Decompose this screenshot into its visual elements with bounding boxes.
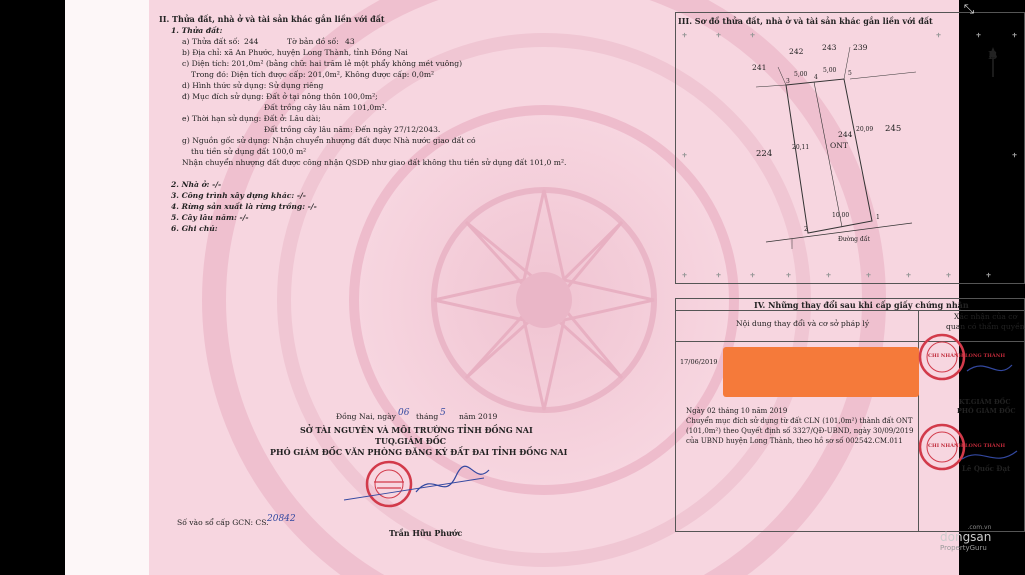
section-2-title: II. Thửa đất, nhà ở và tài sản khác gắn liền với đất [159, 14, 385, 24]
parcel-number: 244 [244, 37, 259, 46]
dim-side-1: 20,11 [792, 144, 810, 151]
parcel-heading: 1. Thửa đất: [171, 26, 223, 35]
svg-text:+: + [750, 272, 756, 279]
sign-day: 06 [398, 408, 410, 418]
svg-text:+: + [986, 272, 992, 279]
forest-item: 4. Rừng sản xuất là rừng trồng: -/- [171, 202, 317, 211]
tuq-director: TUQ.GIÁM ĐỐC [375, 436, 447, 446]
site-watermark [940, 524, 991, 552]
trees-item: 5. Cây lâu năm: -/- [171, 213, 249, 222]
sign-year: năm 2019 [459, 412, 498, 421]
svg-text:+: + [682, 272, 688, 279]
use-term-1: e) Thời hạn sử dụng: Đất ở: Lâu dài; [182, 114, 321, 123]
svg-text:+: + [682, 152, 688, 159]
svg-text:+: + [750, 32, 756, 39]
section-3-plot-diagram [675, 12, 1025, 284]
svg-text:+: + [826, 272, 832, 279]
section-2-parcel-info [149, 0, 589, 575]
dim-top-1: 5,00 [794, 71, 808, 78]
sign-month-label: tháng [416, 412, 439, 421]
point-5: 5 [848, 70, 852, 77]
column-content-header: Nội dung thay đổi và cơ sở pháp lý [736, 319, 870, 328]
sign-date-prefix: Đồng Nai, ngày [336, 412, 396, 421]
origin-3: Nhận chuyển nhượng đất được công nhận QSDĐ như giao đất không thu tiền sử dụng đất 101,0 m². [182, 158, 567, 167]
north-mark: B [988, 49, 998, 62]
parcel-224: 224 [756, 149, 773, 159]
svg-text:+: + [866, 272, 872, 279]
parcel-244: 244 [838, 130, 853, 139]
svg-text:+: + [716, 272, 722, 279]
notes-item: 6. Ghi chú: [171, 224, 218, 233]
point-4: 4 [814, 74, 818, 81]
watermark-name: dongsan [940, 530, 992, 544]
svg-text:+: + [1012, 32, 1018, 39]
deputy-director-title: PHÓ GIÁM ĐỐC VĂN PHÒNG ĐĂNG KÝ ĐẤT ĐAI TỈNH ĐỒNG NAI [270, 447, 568, 457]
construction-item: 3. Công trình xây dựng khác: -/- [171, 191, 306, 200]
use-form: d) Hình thức sử dụng: Sử dụng riêng [182, 81, 324, 90]
entry-1-date: 17/06/2019 [680, 358, 718, 366]
parcel-245: 245 [885, 124, 902, 134]
entry-2-line-2: Chuyển mục đích sử dụng từ đất CLN (101,0m²) thành đất ONT [686, 417, 913, 425]
svg-text:+: + [716, 32, 722, 39]
registry-number: 20842 [267, 514, 296, 524]
parcel-number-label: a) Thửa đất số: [182, 37, 240, 46]
dim-side-2: 20,09 [856, 126, 874, 133]
svg-text:+: + [936, 32, 942, 39]
origin-1: g) Nguồn gốc sử dụng: Nhận chuyển nhượng đất được Nhà nước giao đất có [182, 136, 476, 145]
map-sheet-number: 43 [345, 37, 355, 46]
point-1: 1 [876, 214, 880, 221]
issuing-agency: SỞ TÀI NGUYÊN VÀ MÔI TRƯỜNG TỈNH ĐỒNG NAI [300, 425, 533, 435]
dim-bottom: 10,00 [832, 212, 850, 219]
stamp-2-text: CHI NHÁNH LONG THÀNH [928, 443, 1006, 449]
svg-text:+: + [906, 272, 912, 279]
dim-top-2: 5,00 [823, 67, 837, 74]
svg-text:+: + [786, 272, 792, 279]
parcel-239: 239 [853, 43, 868, 52]
house-item: 2. Nhà ở: -/- [171, 180, 222, 189]
land-type-ont: ONT [830, 141, 848, 150]
entry-2-line-1: Ngày 02 tháng 10 năm 2019 [686, 407, 788, 415]
svg-text:+: + [682, 32, 688, 39]
watermark-tagline: PropertyGuru [940, 544, 987, 552]
parcel-area-detail: Trong đó: Diện tích được cấp: 201,0m², Không được cấp: 0,0m² [191, 70, 435, 79]
sign-month: 5 [440, 408, 446, 418]
parcel-241: 241 [752, 63, 767, 72]
signer-2-name: Lê Quốc Đạt [962, 464, 1011, 473]
parcel-address: b) Địa chỉ: xã An Phước, huyện Long Thành, tỉnh Đồng Nai [182, 48, 408, 57]
use-term-2: Đất trồng cây lâu năm: Đến ngày 27/12/2043. [264, 125, 441, 134]
origin-2: thu tiền sử dụng đất 100,0 m² [191, 147, 307, 156]
section-4-title: IV. Những thay đổi sau khi cấp giấy chứng nhận [754, 300, 969, 310]
deputy-director-2: PHÓ GIÁM ĐỐC [957, 407, 1016, 415]
column-confirm-header-2: quan có thẩm quyền [946, 322, 1025, 331]
point-3: 3 [786, 78, 790, 85]
svg-text:+: + [946, 272, 952, 279]
parcel-242: 242 [789, 47, 804, 56]
point-2: 2 [804, 226, 808, 233]
entry-2-line-4: của UBND huyện Long Thành, theo hồ sơ số 002542.CM.011 [686, 437, 903, 445]
kt-director: KT.GIÁM ĐỐC [959, 398, 1011, 406]
use-purpose-1: đ) Mục đích sử dụng: Đất ở tại nông thôn 100,0m²; [182, 92, 378, 101]
parcel-243: 243 [822, 43, 837, 52]
column-confirm-header-1: Xác nhận của cơ [954, 312, 1018, 321]
road-label: Đường đất [838, 236, 870, 243]
stamp-1-text: CHI NHÁNH LONG THÀNH [928, 353, 1006, 359]
registry-label: Số vào sổ cấp GCN: CS. [177, 518, 269, 527]
map-sheet-label: Tờ bản đồ số: [287, 37, 339, 46]
section-3-title: III. Sơ đồ thửa đất, nhà ở và tài sản khác gắn liền với đất [678, 16, 933, 26]
redaction-block [723, 347, 919, 397]
parcel-area: c) Diện tích: 201,0m² (bằng chữ: hai trăm lẻ một phẩy không mét vuông) [182, 59, 463, 68]
expand-icon[interactable]: ⤡ [963, 2, 975, 17]
svg-text:+: + [1012, 152, 1018, 159]
entry-2-line-3: (101,0m²) theo Quyết định số 3327/QĐ-UBND, ngày 30/09/2019 [686, 427, 914, 435]
section-4-changes [675, 298, 1025, 532]
use-purpose-2: Đất trồng cây lâu năm 101,0m². [264, 103, 387, 112]
official-seal-and-signature [344, 440, 494, 510]
watermark-domain: .com.vn [967, 524, 992, 531]
signer-name: Trần Hữu Phước [389, 528, 463, 538]
svg-text:+: + [976, 32, 982, 39]
